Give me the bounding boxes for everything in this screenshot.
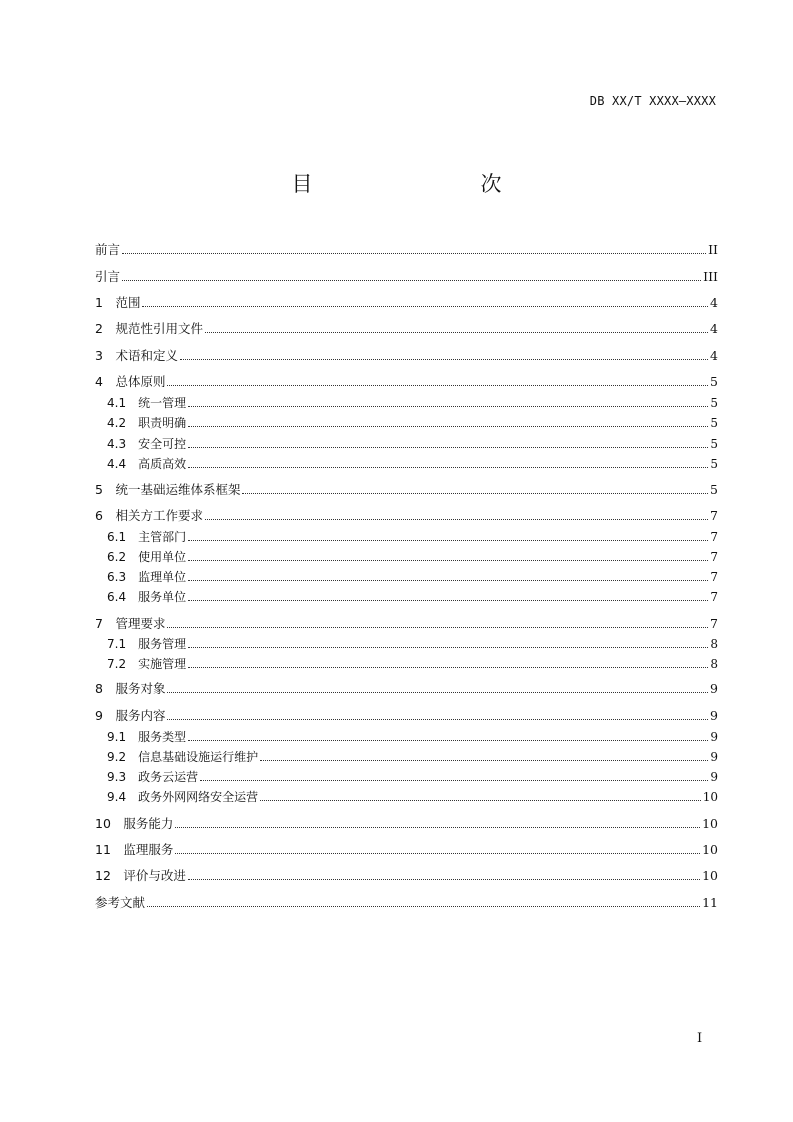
toc-dot-leader xyxy=(167,691,708,693)
toc-entry-page: 10 xyxy=(702,790,718,804)
toc-entry-page: 4 xyxy=(710,348,718,363)
toc-entry-number: 6.1 xyxy=(107,530,139,544)
toc-entry-label: 前言 xyxy=(95,242,121,257)
toc-dot-leader xyxy=(188,446,708,448)
toc-entry-label: 安全可控 xyxy=(138,437,187,451)
toc-dot-leader xyxy=(205,331,708,333)
toc-entry-label: 政务云运营 xyxy=(138,770,199,784)
toc-entry-label: 术语和定义 xyxy=(115,348,178,363)
toc-dot-leader xyxy=(205,518,708,520)
toc-entry-number: 6.3 xyxy=(107,570,139,584)
toc-entry-label: 实施管理 xyxy=(138,657,187,671)
toc-entry[interactable] xyxy=(107,436,718,452)
toc-entry-label: 总体原则 xyxy=(115,374,166,389)
toc-dot-leader xyxy=(188,405,708,407)
toc-entry[interactable] xyxy=(107,549,718,565)
toc-entry-label: 职责明确 xyxy=(138,416,187,430)
document-code: DB XX/T XXXX—XXXX xyxy=(589,94,716,108)
toc-entry-page: 5 xyxy=(710,396,718,410)
toc-dot-leader xyxy=(188,599,708,601)
toc-entry-number: 8 xyxy=(95,681,116,696)
toc-entry-label: 服务能力 xyxy=(123,816,174,831)
toc-entry-label: 服务对象 xyxy=(115,681,166,696)
toc-dot-leader xyxy=(260,759,708,761)
toc-dot-leader xyxy=(188,646,708,648)
toc-dot-leader xyxy=(188,666,708,668)
toc-entry-number: 12 xyxy=(95,868,124,883)
toc-entry[interactable] xyxy=(107,729,718,745)
toc-entry-number: 9 xyxy=(95,708,116,723)
toc-entry-label: 服务管理 xyxy=(138,637,187,651)
toc-dot-leader xyxy=(188,425,708,427)
toc-dot-leader xyxy=(242,492,708,494)
toc-entry-page: II xyxy=(708,242,718,257)
toc-dot-leader xyxy=(122,279,701,281)
toc-entry-number: 11 xyxy=(95,842,124,857)
toc-dot-leader xyxy=(175,826,700,828)
page-title: 目 次 xyxy=(291,172,544,196)
toc-entry[interactable] xyxy=(95,348,718,364)
toc-dot-leader xyxy=(188,579,708,581)
toc-entry-number: 7 xyxy=(95,616,116,631)
toc-entry-label: 参考文献 xyxy=(95,895,146,910)
toc-entry-page: 7 xyxy=(710,508,718,523)
toc-entry-page: 5 xyxy=(710,482,718,497)
toc-entry-label: 管理要求 xyxy=(115,616,166,631)
toc-entry-number: 3 xyxy=(95,348,116,363)
toc-entry-number: 5 xyxy=(95,482,116,497)
toc-entry[interactable] xyxy=(95,508,718,524)
toc-entry[interactable] xyxy=(107,589,718,605)
toc-entry[interactable] xyxy=(107,769,718,785)
toc-dot-leader xyxy=(188,559,708,561)
toc-entry-label: 监理单位 xyxy=(138,570,187,584)
toc-entry[interactable] xyxy=(107,789,718,805)
toc-dot-leader xyxy=(167,626,708,628)
toc-entry-page: 5 xyxy=(710,374,718,389)
toc-entry-label: 范围 xyxy=(115,295,141,310)
toc-dot-leader xyxy=(175,852,700,854)
toc-dot-leader xyxy=(260,799,701,801)
toc-entry-number: 10 xyxy=(95,816,124,831)
toc-entry-page: 4 xyxy=(710,295,718,310)
toc-entry-label: 监理服务 xyxy=(123,842,174,857)
toc-entry[interactable] xyxy=(95,842,718,858)
toc-entry-number: 7.1 xyxy=(107,637,139,651)
toc-entry-label: 服务类型 xyxy=(138,730,187,744)
toc-entry-label: 相关方工作要求 xyxy=(115,508,203,523)
toc-entry-number: 9.3 xyxy=(107,770,139,784)
toc-entry[interactable] xyxy=(95,681,718,697)
toc-entry-page: 5 xyxy=(710,457,718,471)
toc-entry-page: 7 xyxy=(710,590,718,604)
toc-entry-number: 6 xyxy=(95,508,116,523)
toc-entry-label: 主管部门 xyxy=(138,530,187,544)
toc-entry-page: 9 xyxy=(710,730,718,744)
toc-entry-number: 4 xyxy=(95,374,116,389)
toc-entry-page: 8 xyxy=(710,637,718,651)
toc-entry[interactable] xyxy=(107,749,718,765)
toc-entry-page: 7 xyxy=(710,530,718,544)
toc-entry-number: 1 xyxy=(95,295,116,310)
toc-entry-page: 9 xyxy=(710,770,718,784)
toc-entry[interactable] xyxy=(107,636,718,652)
toc-entry-label: 统一管理 xyxy=(138,396,187,410)
toc-dot-leader xyxy=(167,384,708,386)
toc-entry-number: 2 xyxy=(95,321,116,336)
toc-entry-label: 服务单位 xyxy=(138,590,187,604)
toc-entry-page: 5 xyxy=(710,437,718,451)
page-number: I xyxy=(697,1031,703,1046)
toc-entry[interactable] xyxy=(95,374,718,390)
toc-entry[interactable] xyxy=(95,816,718,832)
toc-entry-page: 9 xyxy=(710,681,718,696)
toc-entry-page: 10 xyxy=(702,868,718,883)
toc-entry-page: 7 xyxy=(710,550,718,564)
toc-entry-number: 4.3 xyxy=(107,437,139,451)
toc-dot-leader xyxy=(188,739,708,741)
toc-entry[interactable] xyxy=(95,242,718,258)
toc-entry-page: 9 xyxy=(710,750,718,764)
toc-entry-number: 9.1 xyxy=(107,730,139,744)
toc-dot-leader xyxy=(147,905,700,907)
toc-entry-page: III xyxy=(703,269,718,284)
toc-entry[interactable] xyxy=(107,656,718,672)
toc-entry[interactable] xyxy=(95,482,718,498)
toc-dot-leader xyxy=(167,718,708,720)
toc-dot-leader xyxy=(188,466,708,468)
toc-entry-label: 政务外网网络安全运营 xyxy=(138,790,259,804)
toc-entry-number: 4.2 xyxy=(107,416,139,430)
toc-entry[interactable] xyxy=(107,395,718,411)
toc-dot-leader xyxy=(122,252,706,254)
toc-entry-page: 10 xyxy=(702,842,718,857)
toc-entry-label: 规范性引用文件 xyxy=(115,321,203,336)
toc-entry-number: 9.2 xyxy=(107,750,139,764)
toc-dot-leader xyxy=(142,305,708,307)
toc-entry-page: 10 xyxy=(702,816,718,831)
toc-entry[interactable] xyxy=(107,569,718,585)
toc-entry-number: 4.4 xyxy=(107,457,139,471)
toc-entry-page: 11 xyxy=(702,895,718,910)
toc-entry-number: 6.4 xyxy=(107,590,139,604)
toc-entry-label: 信息基础设施运行维护 xyxy=(138,750,259,764)
toc-entry-page: 8 xyxy=(710,657,718,671)
toc-entry-label: 统一基础运维体系框架 xyxy=(115,482,241,497)
toc-dot-leader xyxy=(200,779,708,781)
toc-entry[interactable] xyxy=(95,868,718,884)
toc-entry-page: 7 xyxy=(710,616,718,631)
toc-entry[interactable] xyxy=(107,415,718,431)
toc-dot-leader xyxy=(188,878,700,880)
toc-entry-label: 服务内容 xyxy=(115,708,166,723)
toc-entry-label: 评价与改进 xyxy=(123,868,186,883)
toc-entry-number: 7.2 xyxy=(107,657,139,671)
toc-entry-page: 5 xyxy=(710,416,718,430)
toc-dot-leader xyxy=(188,539,708,541)
toc-entry-label: 引言 xyxy=(95,269,121,284)
toc-entry[interactable] xyxy=(107,529,718,545)
toc-entry[interactable] xyxy=(95,895,718,911)
toc-entry[interactable] xyxy=(95,269,718,285)
toc-entry-page: 7 xyxy=(710,570,718,584)
toc-entry-label: 使用单位 xyxy=(138,550,187,564)
toc-entry-label: 高质高效 xyxy=(138,457,187,471)
toc-entry-page: 9 xyxy=(710,708,718,723)
toc-entry[interactable] xyxy=(95,321,718,337)
toc-entry[interactable] xyxy=(95,708,718,724)
toc-entry-page: 4 xyxy=(710,321,718,336)
toc-entry[interactable] xyxy=(107,456,718,472)
toc-entry[interactable] xyxy=(95,616,718,632)
toc-entry-number: 4.1 xyxy=(107,396,139,410)
toc-entry-number: 9.4 xyxy=(107,790,139,804)
toc-entry[interactable] xyxy=(95,295,718,311)
toc-dot-leader xyxy=(180,358,708,360)
toc-entry-number: 6.2 xyxy=(107,550,139,564)
